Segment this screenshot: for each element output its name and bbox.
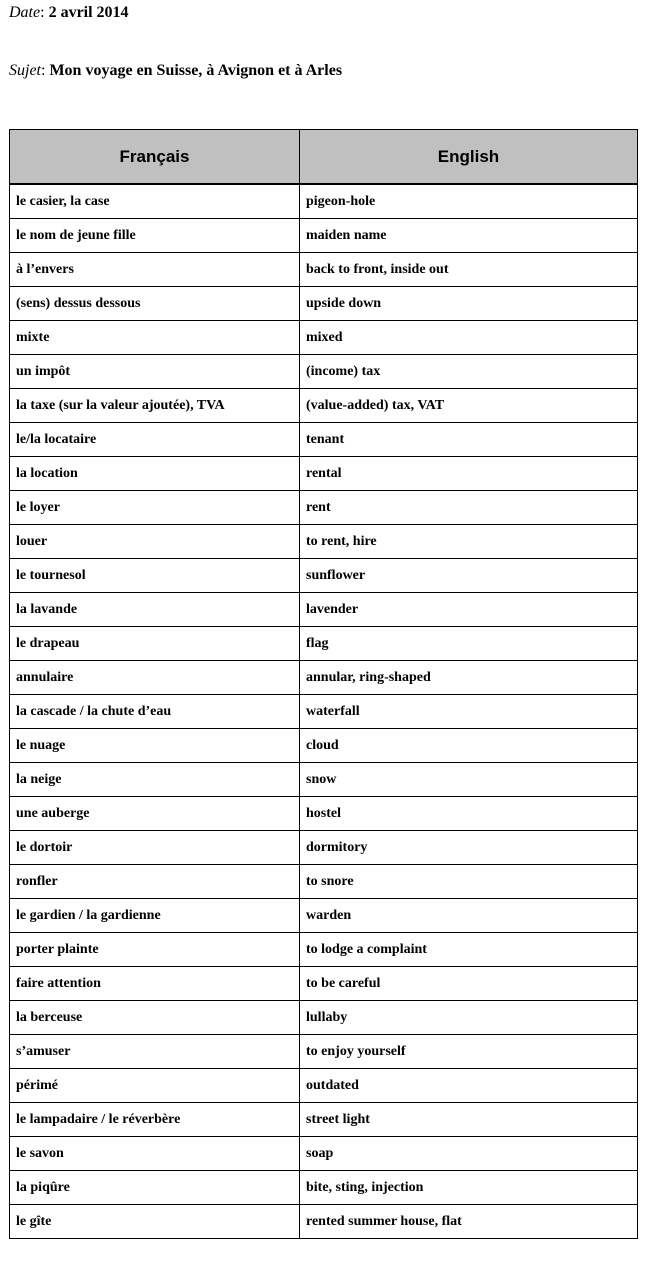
english-term-cell: outdated [300, 1069, 638, 1103]
column-header-french: Français [10, 130, 300, 185]
english-term-cell: street light [300, 1103, 638, 1137]
table-row [10, 389, 638, 423]
table-row [10, 1205, 638, 1239]
table-row [10, 559, 638, 593]
french-term-cell: le nuage [10, 729, 300, 763]
english-term-cell: flag [300, 627, 638, 661]
english-term-cell: (value-added) tax, VAT [300, 389, 638, 423]
french-term-cell: la neige [10, 763, 300, 797]
vocabulary-table [9, 129, 638, 1239]
date-line: Date: 2 avril 2014 [9, 4, 129, 21]
table-row [10, 763, 638, 797]
english-term-cell: lullaby [300, 1001, 638, 1035]
english-term-cell: snow [300, 763, 638, 797]
english-term-cell: cloud [300, 729, 638, 763]
date-label: Date [9, 4, 41, 21]
subject-value: Mon voyage en Suisse, à Avignon et à Arles [49, 62, 343, 79]
english-term-cell: (income) tax [300, 355, 638, 389]
table-row [10, 967, 638, 1001]
table-row [10, 491, 638, 525]
french-term-cell: le gardien / la gardienne [10, 899, 300, 933]
english-term-cell: rented summer house, flat [300, 1205, 638, 1239]
french-term-cell: annulaire [10, 661, 300, 695]
french-term-cell: la cascade / la chute d’eau [10, 695, 300, 729]
french-term-cell: (sens) dessus dessous [10, 287, 300, 321]
english-term-cell: bite, sting, injection [300, 1171, 638, 1205]
table-row [10, 831, 638, 865]
table-row [10, 865, 638, 899]
table-row [10, 1035, 638, 1069]
table-row [10, 355, 638, 389]
english-term-cell: tenant [300, 423, 638, 457]
table-row [10, 1001, 638, 1035]
table-row [10, 933, 638, 967]
french-term-cell: le lampadaire / le réverbère [10, 1103, 300, 1137]
french-term-cell: le gîte [10, 1205, 300, 1239]
french-term-cell: le nom de jeune fille [10, 219, 300, 253]
french-term-cell: porter plainte [10, 933, 300, 967]
french-term-cell: le dortoir [10, 831, 300, 865]
table-row [10, 219, 638, 253]
french-term-cell: la lavande [10, 593, 300, 627]
english-term-cell: to rent, hire [300, 525, 638, 559]
french-term-cell: le/la locataire [10, 423, 300, 457]
french-term-cell: périmé [10, 1069, 300, 1103]
french-term-cell: s’amuser [10, 1035, 300, 1069]
table-row [10, 695, 638, 729]
table-row [10, 1137, 638, 1171]
english-term-cell: annular, ring-shaped [300, 661, 638, 695]
english-term-cell: to be careful [300, 967, 638, 1001]
table-row [10, 253, 638, 287]
english-term-cell: hostel [300, 797, 638, 831]
table-row [10, 627, 638, 661]
english-term-cell: soap [300, 1137, 638, 1171]
french-term-cell: le savon [10, 1137, 300, 1171]
table-row [10, 1069, 638, 1103]
french-term-cell: la location [10, 457, 300, 491]
table-row [10, 423, 638, 457]
english-term-cell: sunflower [300, 559, 638, 593]
english-term-cell: pigeon-hole [300, 184, 638, 219]
french-term-cell: le casier, la case [10, 184, 300, 219]
vocabulary-table-body [10, 184, 638, 1239]
subject-line: Sujet: Mon voyage en Suisse, à Avignon et à Arles [9, 62, 343, 79]
english-term-cell: back to front, inside out [300, 253, 638, 287]
english-term-cell: maiden name [300, 219, 638, 253]
table-row [10, 661, 638, 695]
table-row [10, 457, 638, 491]
subject-label: Sujet [9, 62, 41, 79]
table-row [10, 593, 638, 627]
french-term-cell: le loyer [10, 491, 300, 525]
table-row [10, 1103, 638, 1137]
column-header-english: English [300, 130, 638, 185]
english-term-cell: upside down [300, 287, 638, 321]
english-term-cell: rental [300, 457, 638, 491]
french-term-cell: le tournesol [10, 559, 300, 593]
french-term-cell: la taxe (sur la valeur ajoutée), TVA [10, 389, 300, 423]
french-term-cell: à l’envers [10, 253, 300, 287]
english-term-cell: to snore [300, 865, 638, 899]
table-row [10, 184, 638, 219]
french-term-cell: la piqûre [10, 1171, 300, 1205]
english-term-cell: mixed [300, 321, 638, 355]
french-term-cell: un impôt [10, 355, 300, 389]
table-row [10, 1171, 638, 1205]
table-row [10, 797, 638, 831]
date-value: 2 avril 2014 [48, 4, 129, 21]
french-term-cell: une auberge [10, 797, 300, 831]
english-term-cell: to enjoy yourself [300, 1035, 638, 1069]
french-term-cell: mixte [10, 321, 300, 355]
french-term-cell: le drapeau [10, 627, 300, 661]
table-row [10, 287, 638, 321]
english-term-cell: dormitory [300, 831, 638, 865]
english-term-cell: warden [300, 899, 638, 933]
english-term-cell: lavender [300, 593, 638, 627]
english-term-cell: rent [300, 491, 638, 525]
french-term-cell: ronfler [10, 865, 300, 899]
french-term-cell: louer [10, 525, 300, 559]
table-row [10, 525, 638, 559]
table-header-row [10, 130, 638, 185]
table-row [10, 321, 638, 355]
table-row [10, 729, 638, 763]
french-term-cell: la berceuse [10, 1001, 300, 1035]
english-term-cell: waterfall [300, 695, 638, 729]
table-row [10, 899, 638, 933]
french-term-cell: faire attention [10, 967, 300, 1001]
english-term-cell: to lodge a complaint [300, 933, 638, 967]
